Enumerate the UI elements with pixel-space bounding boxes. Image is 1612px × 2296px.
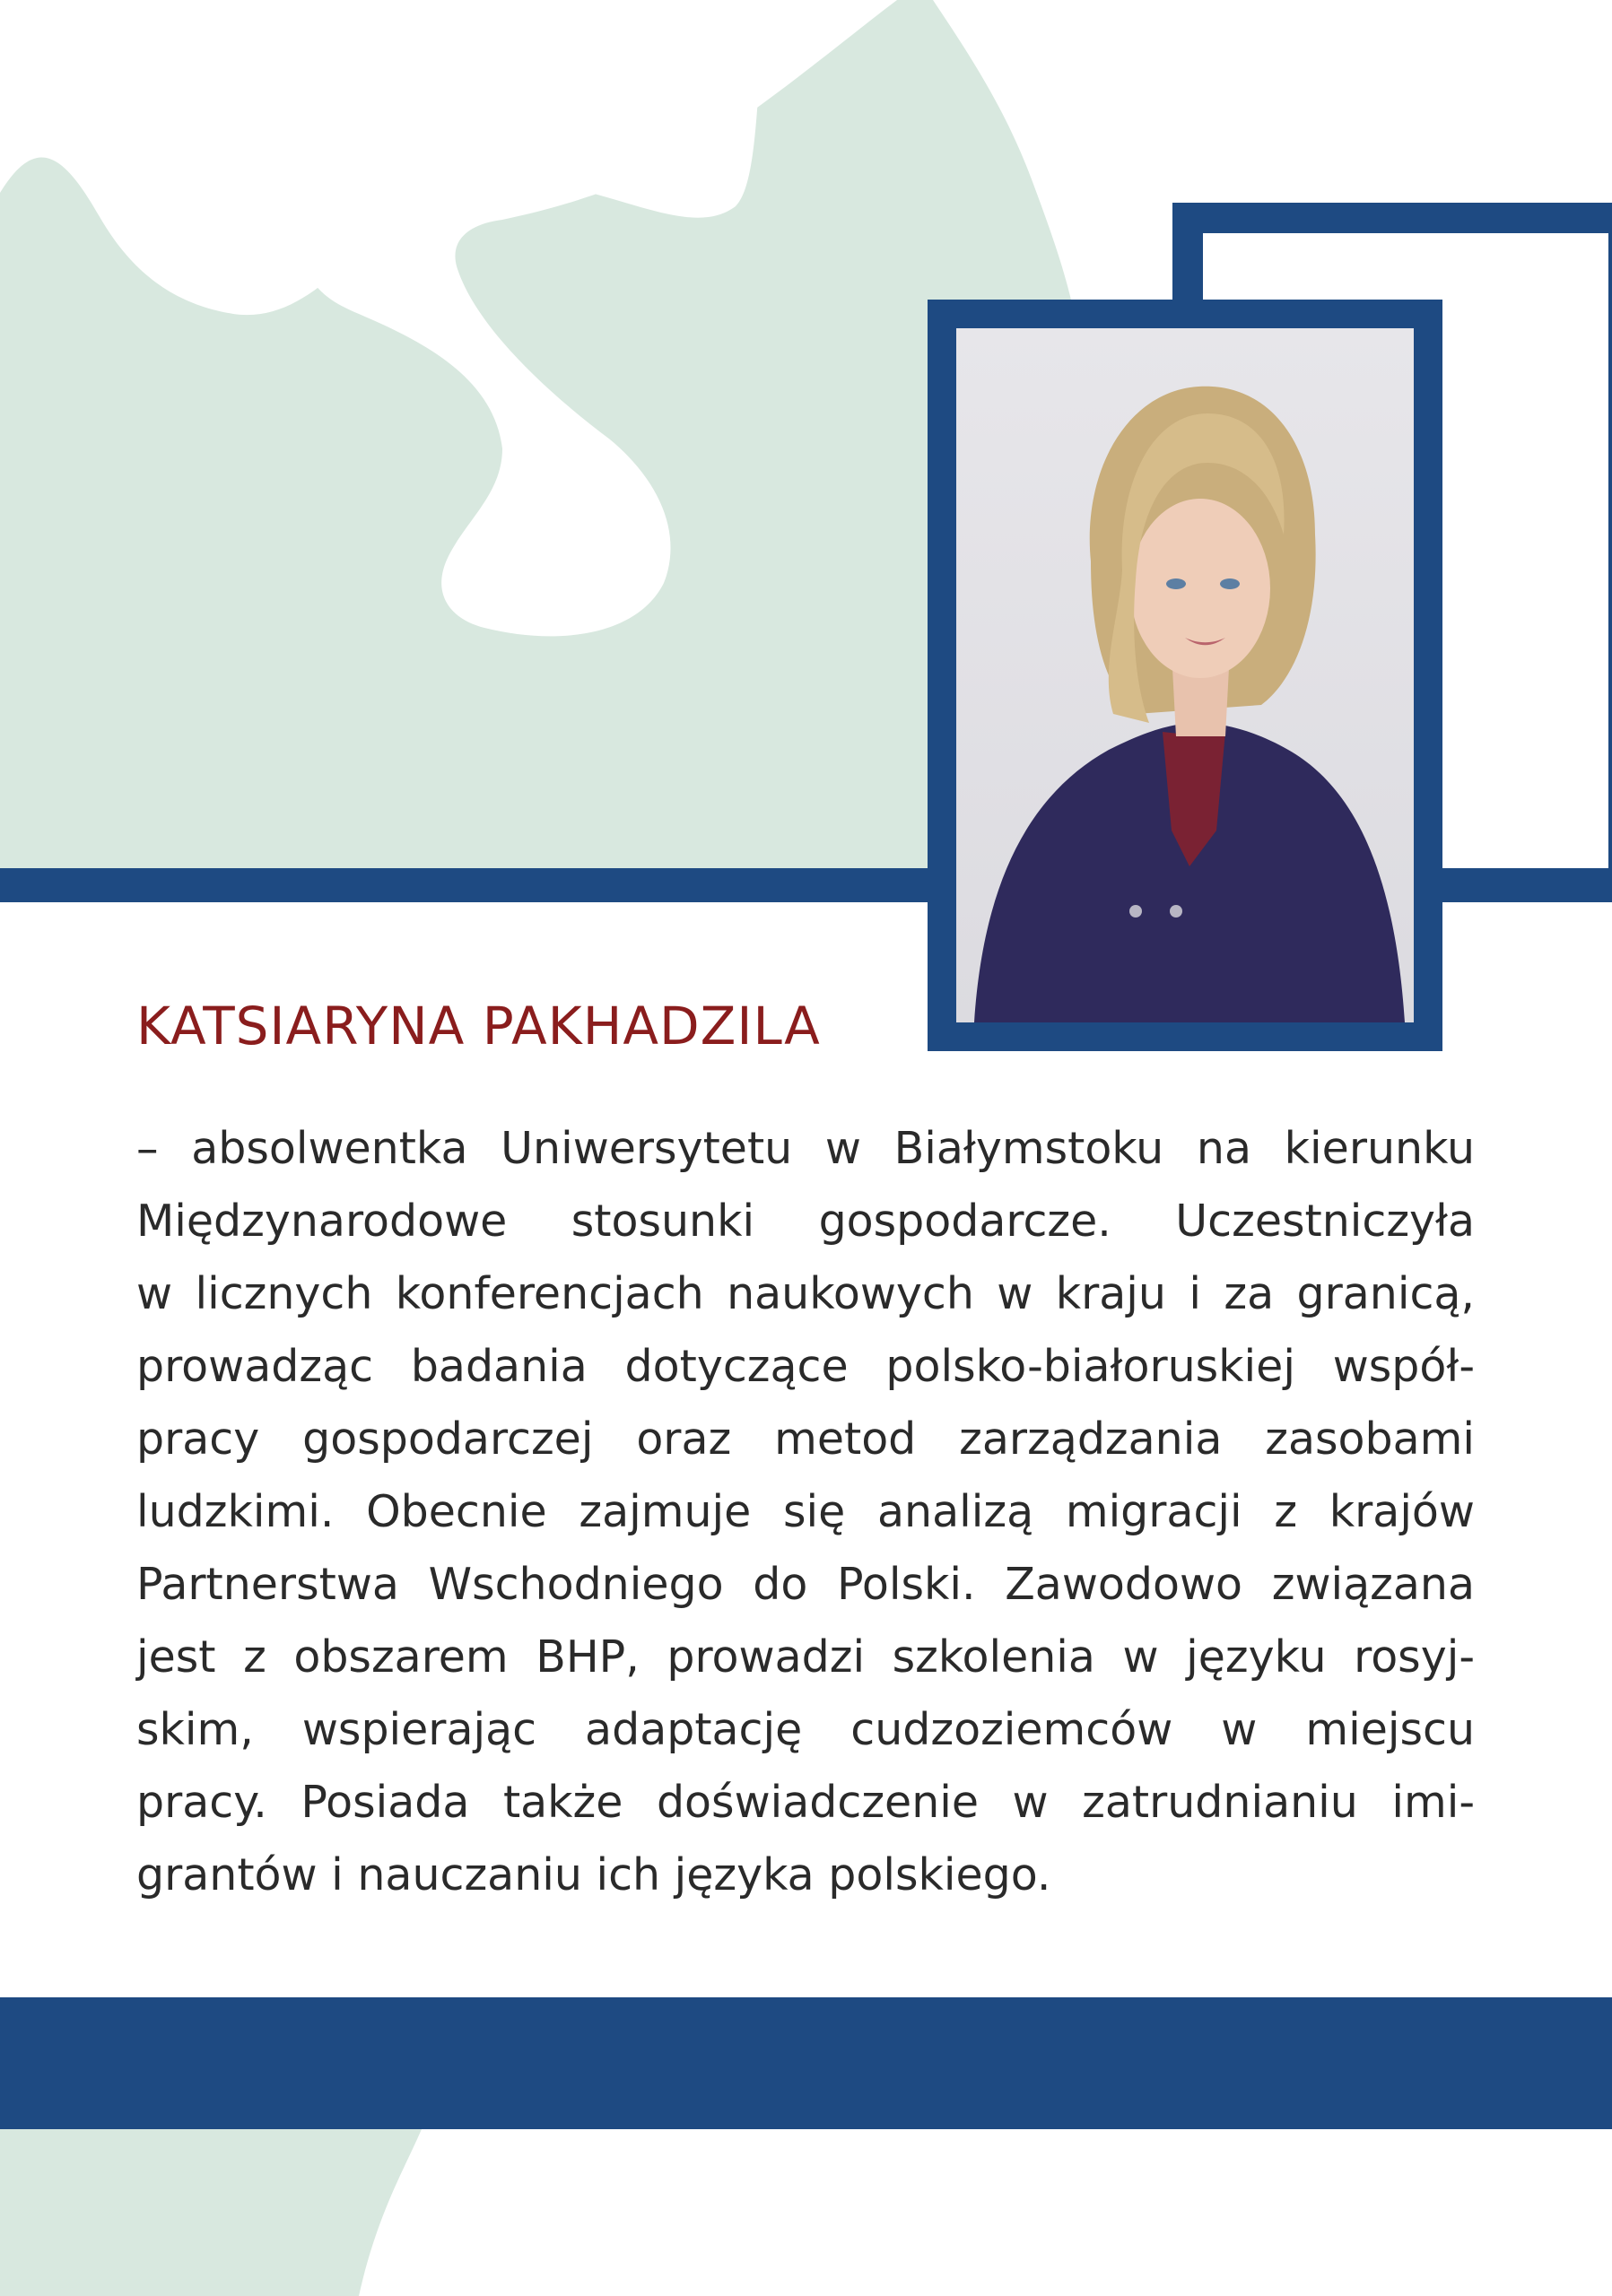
coat-button <box>1170 905 1182 918</box>
coat-button <box>1129 905 1142 918</box>
biography-text <box>136 1112 1475 1911</box>
face <box>1130 499 1270 678</box>
bio-line: Partnerstwa Wschodniego do Polski. Zawodowo związana <box>136 1559 1475 1610</box>
photo-frame <box>928 300 1442 1051</box>
mint-shape-lower <box>0 2129 422 2296</box>
bio-line: jest z obszarem BHP, prowadzi szkolenia w języku rosyj- <box>136 1631 1475 1683</box>
bio-line: Międzynarodowe stosunki gospodarcze. Uczestniczyła <box>136 1196 1475 1247</box>
person-name: KATSIARYNA PAKHADZILA <box>136 996 821 1057</box>
blue-band-bottom <box>0 1997 1612 2129</box>
bio-line: pracy gospodarczej oraz metod zarządzania zasobami <box>136 1413 1475 1465</box>
bio-line: w licznych konferencjach naukowych w kraju i za granicą, <box>136 1268 1475 1319</box>
bio-line: ludzkimi. Obecnie zajmuje się analizą migracji z krajów <box>136 1486 1475 1537</box>
bio-line: skim, wspierając adaptację cudzoziemców w miejscu <box>136 1704 1475 1755</box>
bio-line: pracy. Posiada także doświadczenie w zatrudnianiu imi- <box>136 1777 1475 1828</box>
left-eye <box>1166 578 1186 589</box>
bio-line: grantów i nauczaniu ich języka polskiego. <box>136 1849 1051 1900</box>
bio-line: – absolwentka Uniwersytetu w Białymstoku na kierunku <box>136 1123 1475 1174</box>
right-eye <box>1220 578 1240 589</box>
bio-line: prowadząc badania dotyczące polsko-białoruskiej współ- <box>136 1341 1475 1392</box>
portrait-photo <box>956 328 1414 1022</box>
